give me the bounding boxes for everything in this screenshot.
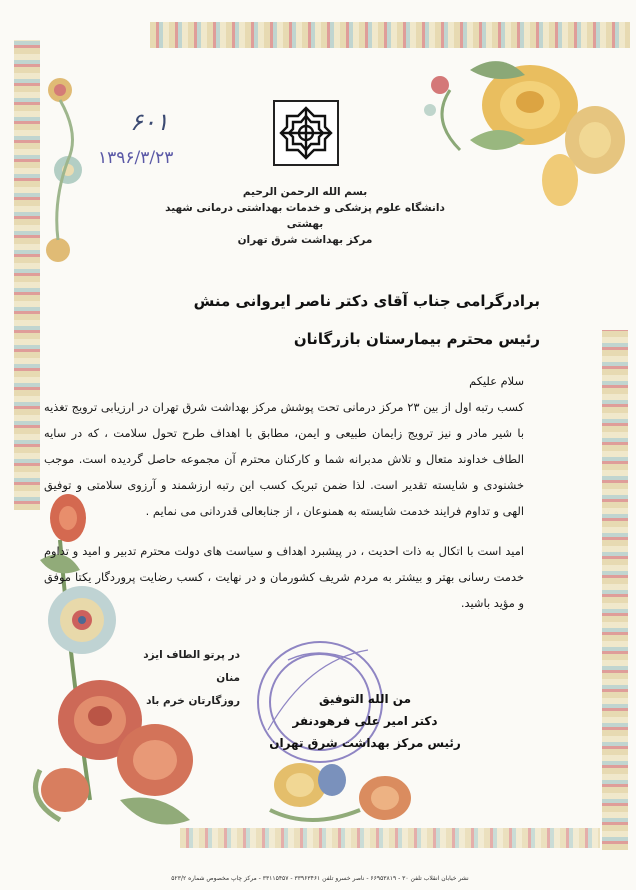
handwritten-date: ۱۳۹۶/۳/۲۳ <box>98 148 174 168</box>
signatory-name: دکتر امیر علی فرهودنفر <box>292 714 438 728</box>
decorative-border-right <box>602 330 628 850</box>
greeting: سلام علیکم <box>469 374 524 388</box>
signature-line-1: من الله التوفیق <box>319 692 411 706</box>
recipient-block <box>100 282 540 358</box>
signatory-title: رئیس مرکز بهداشت شرق تهران <box>269 736 461 750</box>
letterhead <box>160 184 450 248</box>
letter-body <box>44 368 524 616</box>
university-name: دانشگاه علوم پزشکی و خدمات بهداشتی درمانی شهید بهشتی <box>165 202 445 230</box>
university-logo-icon <box>273 100 339 166</box>
body-paragraph-2: امید است با اتکال به ذات احدیت ، در پیشبرد اهداف و سیاست های دولت محترم تدبیر و امید و تداوم خدمت رسانی بهتر و بیشتر به مردم شریف کشورمان و در نهایت ، کسب رضایت پروردگار یکتا موفق و مؤید باشید. <box>44 544 524 610</box>
print-footer: نشر خیابان انقلاب تلفن ۳۰ - ۶۶۹۵۳۸۱۹ - ناصر خسرو تلفن ۳۳۹۶۳۴۶۱ - ۳۳۱۱۵۴۵۷ - مرکز چاپ مخصوص شماره ۵۲۳/۲ <box>171 875 469 882</box>
recipient-title: رئیس محترم بیمارستان بازرگانان <box>293 330 540 348</box>
center-name: مرکز بهداشت شرق تهران <box>237 234 373 246</box>
handwritten-letter-number: ۶۰۱ <box>130 108 169 136</box>
closing-line-2: روزگارتان خرم باد <box>146 695 240 707</box>
floral-ornament-left <box>30 60 100 300</box>
basmala: بسم الله الرحمن الرحیم <box>242 186 368 198</box>
closing-wish <box>130 644 240 713</box>
signature-block <box>240 688 490 754</box>
closing-line-1: در پرتو الطاف ایزد منان <box>143 649 240 684</box>
recipient-name: برادرگرامی جناب آقای دکتر ناصر ایروانی منش <box>193 292 540 310</box>
body-paragraph-1: کسب رتبه اول از بین ۲۳ مرکز درمانی تحت پوشش مرکز بهداشت شرق تهران در ارزیابی ترویج تغذیه با شیر مادر و نیز ترویج زایمان طبیعی و ایمن، مطابق با اهداف طرح تحول سلامت ، که در سایه الطاف خداوند متعال و تلاش مدبرانه شما و کارکنان محترم آن مجموعه حاصل گردیده است. موجب خشنودی و شایسته تقدیر است. لذا ضمن تبریک کسب این رتبه ارزشمند و آرزوی سلامتی و توفیق الهی و تداوم فرایند خدمت شایسته به همنوعان ، از جنابعالی قدردانی می نمایم . <box>44 400 524 518</box>
